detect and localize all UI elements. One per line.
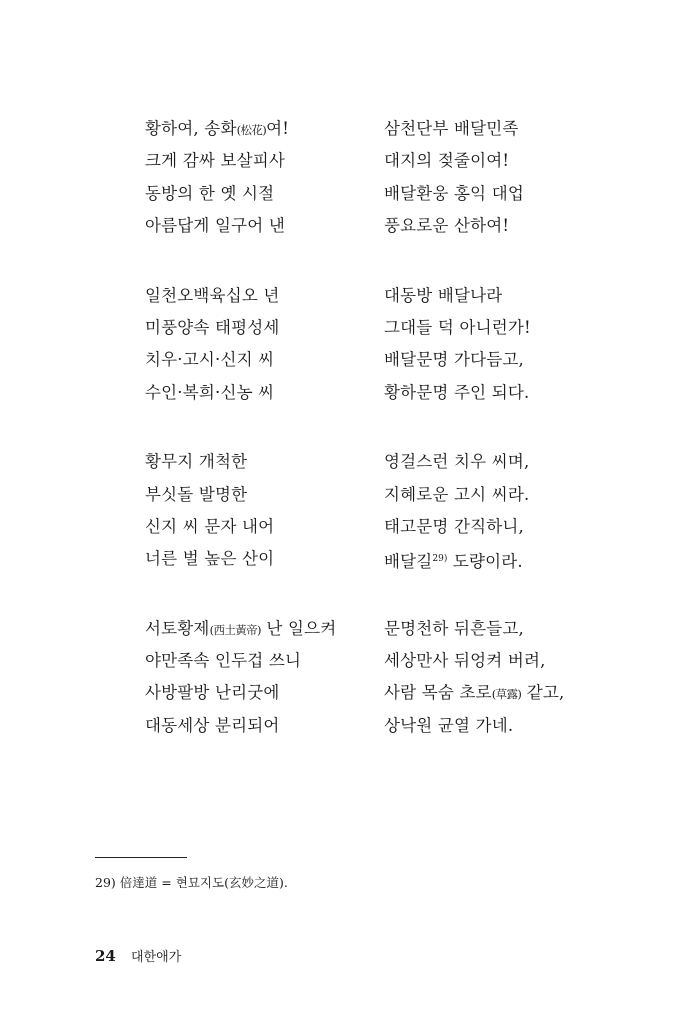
line-text-tail: 도량이라. (447, 552, 523, 572)
poem-line (384, 280, 614, 312)
line-text: 부싯돌 발명한 (145, 484, 248, 504)
line-text: 황하문명 주인 되다. (384, 382, 530, 402)
footnote-reference: 29) (432, 554, 448, 565)
poem-line (384, 645, 614, 677)
line-text: 사람 목숨 초로 (384, 683, 492, 703)
poem-line (145, 178, 375, 210)
footnote-number: 29) (95, 875, 116, 890)
poem-line (384, 377, 614, 409)
line-text: 사방팔방 난리굿에 (145, 683, 280, 703)
stanza (384, 613, 614, 743)
poem-line (145, 446, 375, 478)
poem-line (384, 145, 614, 177)
line-text: 태고문명 간직하니, (384, 516, 525, 536)
stanza (384, 113, 614, 243)
footnote-hanja-gloss: (玄妙之道) (224, 875, 284, 890)
poem-line (384, 113, 614, 145)
poem-line (384, 344, 614, 376)
line-text: 영걸스런 치우 씨며, (384, 452, 530, 472)
hanja-gloss: (松花) (236, 123, 267, 137)
line-text: 야만족속 인두겁 쓰니 (145, 651, 302, 671)
line-text: 동방의 한 옛 시절 (145, 183, 275, 203)
poem-line (145, 613, 375, 645)
line-text-tail: 여! (266, 119, 290, 138)
poem-line (384, 312, 614, 344)
poem-line (145, 645, 375, 677)
poem-line (145, 210, 375, 242)
poem-line (384, 710, 614, 742)
footnote-equals: = (161, 875, 172, 890)
stanza (145, 613, 375, 743)
line-text: 대동방 배달나라 (384, 285, 503, 305)
poem-line (145, 377, 375, 409)
poem-line (145, 511, 375, 543)
poem-line (145, 543, 375, 575)
stanza (145, 446, 375, 576)
poem-line (145, 344, 375, 376)
line-text: 미풍양속 태평성세 (145, 317, 280, 337)
footnote-korean: 현묘지도 (175, 875, 225, 890)
line-text: 풍요로운 산하여! (384, 216, 510, 236)
line-text: 신지 씨 문자 내어 (145, 516, 275, 536)
footnote-divider (95, 857, 187, 858)
line-text-tail: 같고, (521, 683, 565, 703)
line-text: 수인·복희·신농 씨 (145, 382, 275, 402)
line-text: 크게 감싸 보살피사 (145, 151, 286, 171)
page-number: 24 (95, 947, 116, 965)
poem-line (145, 145, 375, 177)
poem-line (145, 479, 375, 511)
poem-line (145, 710, 375, 742)
poem-line (384, 511, 614, 543)
line-text: 대지의 젖줄이여! (384, 151, 510, 171)
footnote-hanja-term: 倍達道 (119, 875, 158, 890)
poem-line (145, 312, 375, 344)
line-text: 치우·고시·신지 씨 (145, 350, 275, 370)
line-text: 일천오백육십오 년 (145, 285, 280, 305)
line-text: 배달환웅 홍익 대업 (384, 183, 525, 203)
line-text: 배달문명 가다듬고, (384, 350, 525, 370)
line-text: 대동세상 분리되어 (145, 715, 280, 735)
hanja-gloss: (西土黃帝) (209, 622, 261, 637)
poem-line (145, 677, 375, 709)
line-text: 배달길 (384, 552, 433, 572)
poem-right-column (384, 113, 614, 779)
line-text: 그대들 덕 아니런가! (384, 317, 531, 337)
line-text: 황하여, 송화 (145, 119, 237, 138)
line-text: 아름답게 일구어 낸 (145, 216, 286, 236)
poem-line (145, 280, 375, 312)
poem-left-column (145, 113, 375, 779)
stanza (145, 280, 375, 410)
line-text: 삼천단부 배달민족 (384, 119, 519, 138)
line-text: 상낙원 균열 가네. (384, 715, 514, 735)
line-text: 문명천하 뒤흔들고, (384, 618, 525, 638)
poem-line (384, 210, 614, 242)
poem-line (145, 113, 375, 145)
footnote-end: . (283, 875, 288, 890)
running-title: 대한애가 (130, 950, 182, 965)
poem-line (384, 677, 614, 709)
line-text: 세상만사 뒤엉켜 버려, (384, 651, 546, 671)
poem-line (384, 446, 614, 478)
poem-line (384, 543, 614, 575)
stanza (384, 280, 614, 410)
line-text: 너른 벌 높은 산이 (145, 549, 275, 569)
page-footer (95, 946, 181, 965)
hanja-gloss: (草露) (491, 687, 522, 702)
line-text: 지혜로운 고시 씨라. (384, 484, 530, 504)
line-text-tail: 난 일으켜 (260, 618, 337, 638)
stanza (145, 113, 375, 243)
poem-line (384, 479, 614, 511)
stanza (384, 446, 614, 576)
line-text: 황무지 개척한 (145, 452, 248, 472)
footnote (95, 873, 288, 891)
line-text: 서토황제 (145, 618, 210, 638)
poem-line (384, 613, 614, 645)
poem-line (384, 178, 614, 210)
